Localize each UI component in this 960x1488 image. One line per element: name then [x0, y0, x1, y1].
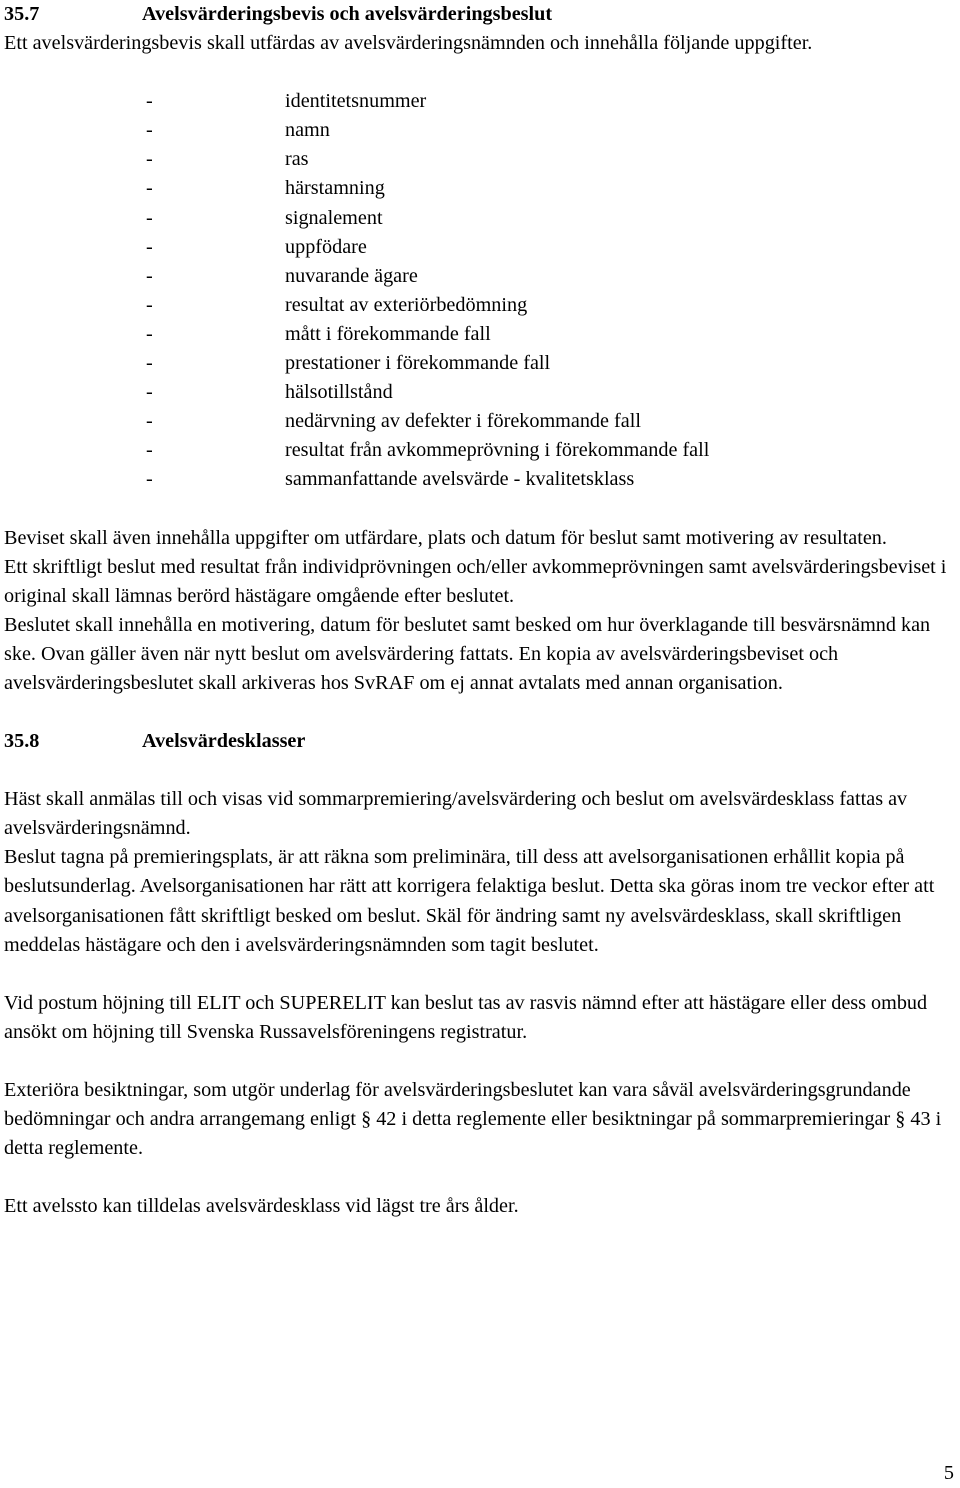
list-item: - härstamning [4, 174, 956, 203]
list-item: - signalement [4, 204, 956, 233]
page-number: 5 [943, 1462, 954, 1484]
paragraph: Vid postum höjning till ELIT och SUPERELIT kan beslut tas av rasvis nämnd efter att hästägare eller dess ombud ansökt om höjning till Svenska Russavelsföreningens registratur. [4, 991, 928, 1043]
spacer [4, 1163, 956, 1192]
section-heading-35-7 [4, 0, 956, 29]
paragraph: Beslutet skall innehålla en motivering, datum för beslutet samt besked om hur överklagande till besvärsnämnd kan ske. Ovan gäller även när nytt beslut om avelsvärdering fattats. En kopia av avelsvärderingsbeviset och avelsvärderingsbeslutet skall arkiveras hos SvRAF om ej annat avtalats med annan organisation. [4, 613, 931, 694]
dash-marker: - [146, 235, 153, 258]
intro-paragraph: Ett avelsvärderingsbevis skall utfärdas av avelsvärderingsnämnden och innehålla följande uppgifter. [4, 32, 813, 55]
dash-marker: - [146, 206, 153, 229]
list-item: - resultat från avkommeprövning i förekommande fall [4, 436, 956, 465]
list-item: - hälsotillstånd [4, 378, 956, 407]
section-heading-35-8 [4, 727, 956, 756]
section-number: 35.7 [4, 3, 40, 25]
dash-marker: - [146, 148, 153, 171]
list-item: - identitetsnummer [4, 87, 956, 116]
dash-marker: - [146, 381, 153, 404]
dash-marker: - [146, 468, 153, 491]
list-item: - resultat av exteriörbedömning [4, 291, 956, 320]
paragraph: Exteriöra besiktningar, som utgör underlag för avelsvärderingsbeslutet kan vara såväl avelsvärderingsgrundande bedömningar och andra arrangemang enligt § 42 i detta reglemente eller besiktningar på sommarpremieringar § 43 i detta reglemente. [4, 1078, 942, 1160]
certificate-contents-list [4, 87, 956, 494]
dash-marker: - [146, 119, 153, 142]
list-item: - namn [4, 116, 956, 145]
section-number: 35.8 [4, 730, 40, 753]
paragraph: Häst skall anmälas till och visas vid sommarpremiering/avelsvärdering och beslut om avelsvärdesklass fattas av avelsvärderingsnämnd. [4, 788, 908, 840]
dash-marker: - [146, 264, 153, 287]
section-title: Avelsvärdesklasser [142, 730, 306, 753]
list-item: - uppfödare [4, 233, 956, 262]
paragraph: Beslut tagna på premieringsplats, är att räkna som preliminära, till dess att avelsorganisationen erhållit kopia på beslutsunderlag. Avelsorganisationen har rätt att korrigera felaktiga beslut. Detta ska göras inom tre veckor efter att avelsorganisationen fått skriftligt besked om beslut. Skäl för ändring samt ny avelsvärdesklass, skall skriftligen meddelas hästägare och den i avelsvärderingsnämnden som tagit beslutet. [4, 846, 935, 956]
list-item: - mått i förekommande fall [4, 320, 956, 349]
dash-marker: - [146, 410, 153, 433]
list-item: - sammanfattande avelsvärde - kvalitetsklass [4, 465, 956, 494]
list-item: - nedärvning av defekter i förekommande fall [4, 407, 956, 436]
paragraph: Ett avelssto kan tilldelas avelsvärdesklass vid lägst tre års ålder. [4, 1195, 519, 1218]
dash-marker: - [146, 177, 153, 200]
paragraph: Ett skriftligt beslut med resultat från individprövningen och/eller avkommeprövningen samt avelsvärderingsbeviset i original skall lämnas berörd hästägare omgående efter beslutet. [4, 555, 947, 607]
dash-marker: - [146, 439, 153, 462]
spacer [4, 960, 956, 989]
dash-marker: - [146, 322, 153, 345]
document-page [4, 0, 956, 1221]
dash-marker: - [146, 352, 153, 375]
spacer [4, 698, 956, 727]
dash-marker: - [146, 90, 153, 113]
spacer [4, 1047, 956, 1076]
spacer [4, 495, 956, 524]
list-item: - ras [4, 145, 956, 174]
list-item: - prestationer i förekommande fall [4, 349, 956, 378]
list-item: - nuvarande ägare [4, 262, 956, 291]
dash-marker: - [146, 293, 153, 316]
paragraph: Beviset skall även innehålla uppgifter om utfärdare, plats och datum för beslut samt motivering av resultaten. [4, 526, 887, 549]
spacer [4, 756, 956, 785]
section-title: Avelsvärderingsbevis och avelsvärderingsbeslut [142, 3, 553, 25]
